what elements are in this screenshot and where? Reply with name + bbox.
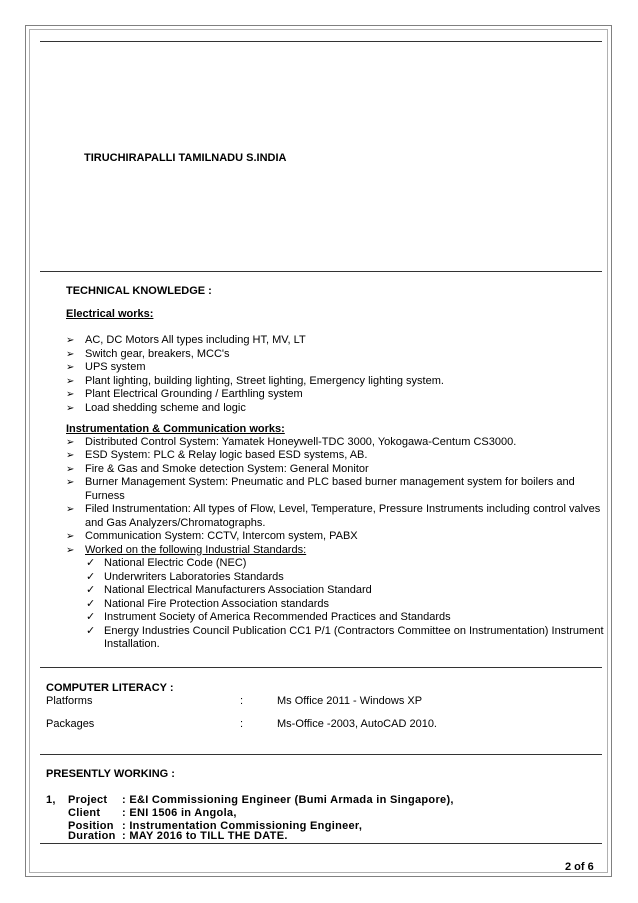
check-bullet-icon: ✓ — [86, 611, 96, 623]
arrow-bullet-icon: ➢ — [66, 348, 75, 360]
arrow-bullet-icon: ➢ — [66, 375, 75, 387]
arrow-bullet-icon: ➢ — [66, 477, 75, 488]
divider-technical — [40, 271, 602, 272]
arrow-bullet-icon: ➢ — [66, 463, 75, 475]
packages-value: Ms-Office -2003, AutoCAD 2010. — [277, 718, 437, 730]
check-bullet-icon: ✓ — [86, 557, 96, 569]
position-value: : Instrumentation Commissioning Engineer, — [122, 820, 363, 832]
arrow-bullet-icon: ➢ — [66, 389, 75, 400]
platforms-label: Platforms — [46, 695, 93, 707]
page-number: 2 of 6 — [565, 861, 594, 873]
duration-value: : MAY 2016 to TILL THE DATE. — [122, 830, 288, 842]
packages-label: Packages — [46, 718, 95, 730]
position-label: Position — [68, 820, 114, 832]
arrow-bullet-icon: ➢ — [66, 362, 75, 373]
platforms-value: Ms Office 2011 - Windows XP — [277, 695, 423, 707]
instrumentation-title: Instrumentation & Communication works: — [66, 423, 285, 435]
arrow-bullet-icon: ➢ — [66, 531, 75, 542]
arrow-bullet-icon: ➢ — [66, 436, 75, 448]
address-line: TIRUCHIRAPALLI TAMILNADU S.INDIA — [84, 152, 287, 164]
duration-label: Duration — [68, 830, 116, 842]
platforms-separator: : — [240, 695, 244, 707]
electrical-title: Electrical works: — [66, 308, 154, 320]
divider-computer — [40, 667, 602, 668]
project-number: 1, — [46, 794, 56, 806]
packages-separator: : — [240, 718, 244, 730]
work-heading: PRESENTLY WORKING : — [46, 768, 175, 780]
client-label: Client — [68, 807, 101, 819]
arrow-bullet-icon: ➢ — [66, 402, 75, 414]
arrow-bullet-icon: ➢ — [66, 450, 75, 461]
check-bullet-icon: ✓ — [86, 624, 96, 637]
divider-work — [40, 754, 602, 755]
arrow-bullet-icon: ➢ — [66, 335, 75, 346]
technical-heading: TECHNICAL KNOWLEDGE : — [66, 285, 212, 297]
project-value: : E&I Commissioning Engineer (Bumi Armada in Singapore), — [122, 794, 454, 806]
check-bullet-icon: ✓ — [86, 597, 96, 610]
divider-top — [40, 41, 602, 42]
arrow-bullet-icon: ➢ — [66, 544, 75, 556]
arrow-bullet-icon: ➢ — [66, 504, 75, 515]
computer-heading: COMPUTER LITERACY : — [46, 682, 174, 694]
check-bullet-icon: ✓ — [86, 570, 96, 583]
divider-footer — [40, 843, 602, 844]
check-bullet-icon: ✓ — [86, 584, 96, 596]
project-label: Project — [68, 794, 108, 806]
client-value: : ENI 1506 in Angola, — [122, 807, 237, 819]
